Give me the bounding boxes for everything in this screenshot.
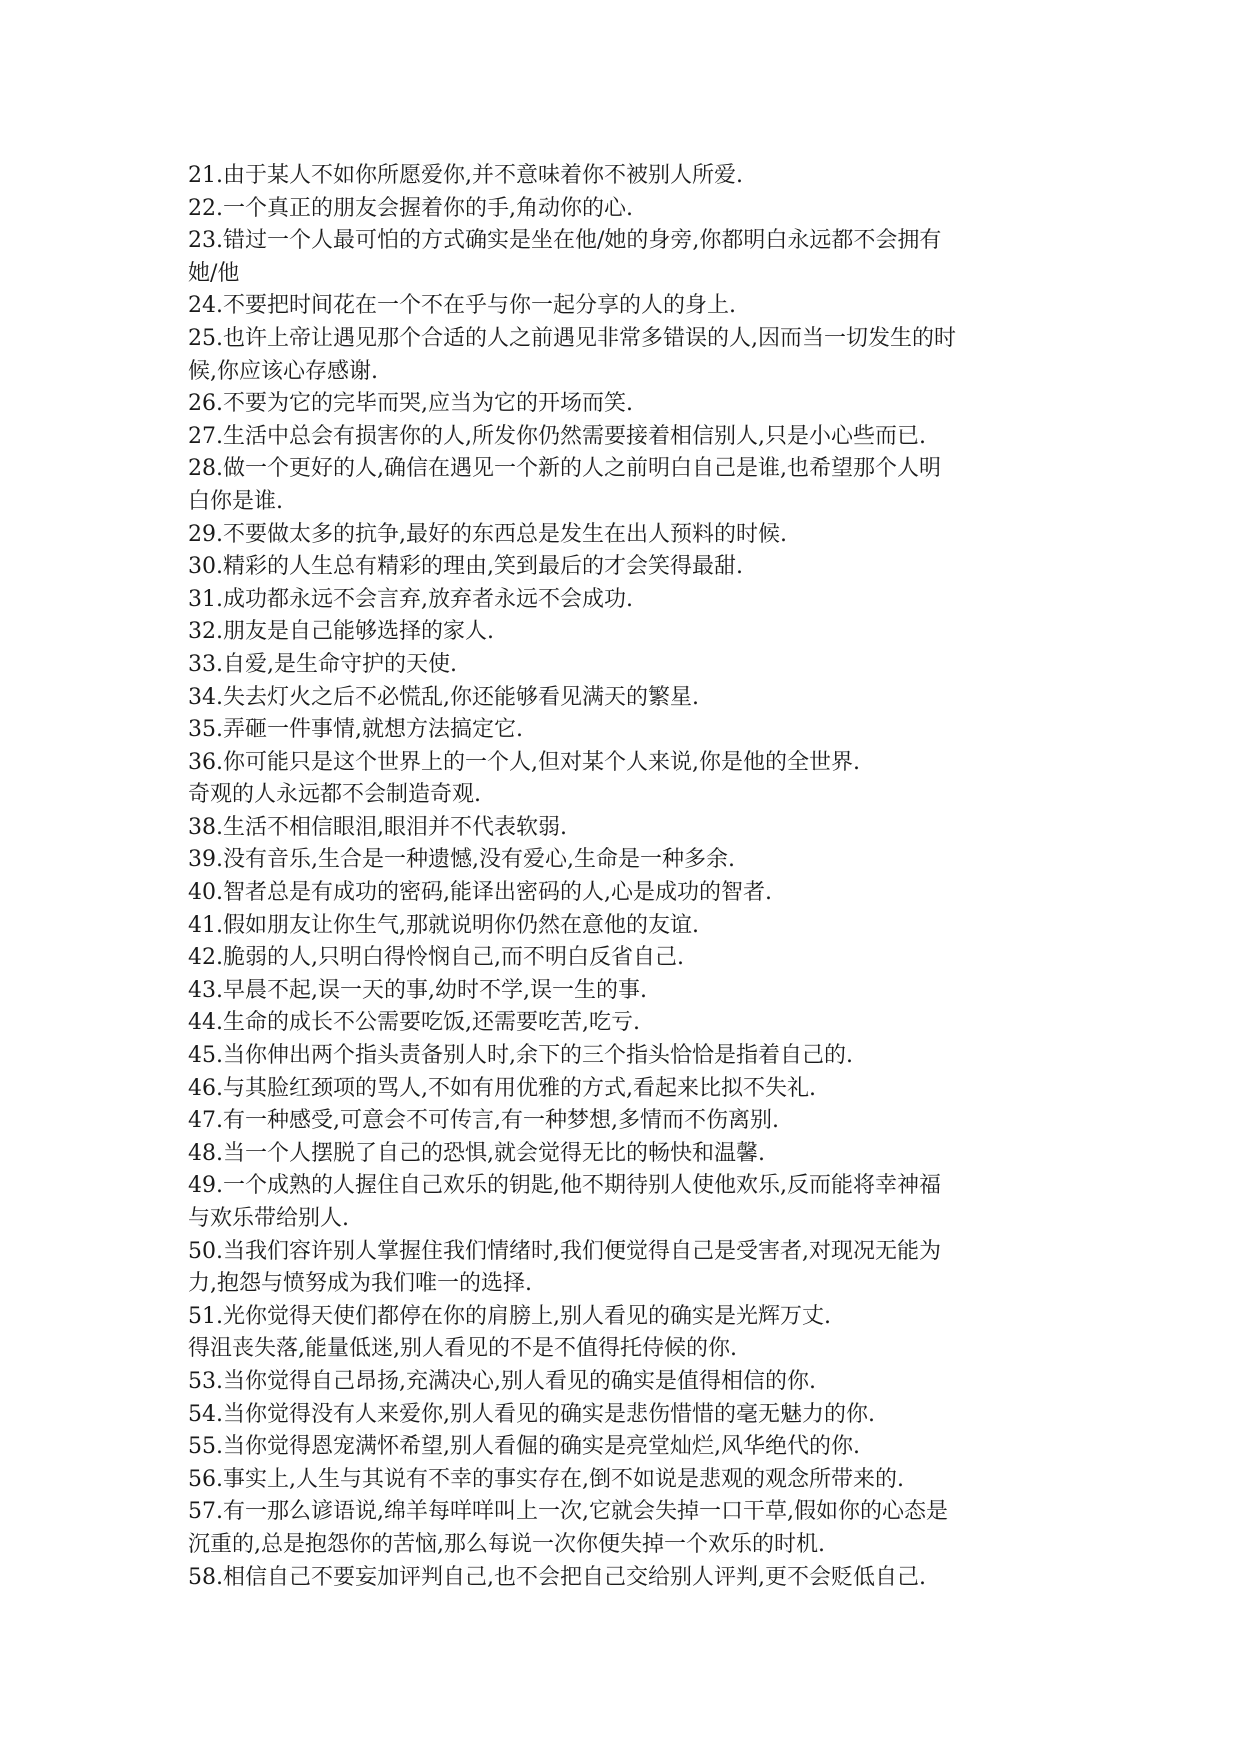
text-line: 46.与其脸红颈项的骂人,不如有用优雅的方式,看起来比拟不失礼. xyxy=(188,1075,816,1101)
text-line: 54.当你觉得没有人来爱你,别人看见的确实是悲伤惜惜的毫无魅力的你. xyxy=(188,1401,875,1427)
text-line: 29.不要做太多的抗争,最好的东西总是发生在出人预料的时候. xyxy=(188,521,787,547)
text-line: 奇观的人永远都不会制造奇观. xyxy=(188,782,481,808)
text-line: 27.生活中总会有损害你的人,所发你仍然需要接着相信别人,只是小心些而已. xyxy=(188,423,926,449)
text-line: 35.弄砸一件事情,就想方法搞定它. xyxy=(188,717,523,743)
text-line: 24.不要把时间花在一个不在乎与你一起分享的人的身上. xyxy=(188,293,736,319)
text-line: 51.光你觉得天使们都停在你的肩膀上,别人看见的确实是光辉万丈. xyxy=(188,1303,831,1329)
text-line: 22.一个真正的朋友会握着你的手,角动你的心. xyxy=(188,195,633,221)
text-line: 白你是谁. xyxy=(188,488,283,514)
text-line: 25.也许上帝让遇见那个合适的人之前遇见非常多错误的人,因而当一切发生的时 xyxy=(188,325,956,351)
text-line: 她/他 xyxy=(188,260,240,286)
text-line: 26.不要为它的完毕而哭,应当为它的开场而笑. xyxy=(188,391,633,417)
quote-list xyxy=(188,160,1068,1594)
text-line: 41.假如朋友让你生气,那就说明你仍然在意他的友谊. xyxy=(188,912,699,938)
text-line: 30.精彩的人生总有精彩的理由,笑到最后的才会笑得最甜. xyxy=(188,554,743,580)
text-line: 53.当你觉得自己昂扬,充满决心,别人看见的确实是值得相信的你. xyxy=(188,1368,816,1394)
text-line: 力,抱怨与愤努成为我们唯一的选择. xyxy=(188,1271,532,1297)
text-line: 38.生活不相信眼泪,眼泪并不代表软弱. xyxy=(188,814,567,840)
text-line: 40.智者总是有成功的密码,能译出密码的人,心是成功的智者. xyxy=(188,880,772,906)
text-line: 33.自爱,是生命守护的天使. xyxy=(188,651,457,677)
text-line: 50.当我们容许别人掌握住我们情绪时,我们便觉得自己是受害者,对现况无能为 xyxy=(188,1238,941,1264)
text-line: 48.当一个人摆脱了自己的恐惧,就会觉得无比的畅快和温馨. xyxy=(188,1140,765,1166)
text-line: 58.相信自己不要妄加评判自己,也不会把自己交给别人评判,更不会贬低自己. xyxy=(188,1564,926,1590)
text-line: 32.朋友是自己能够选择的家人. xyxy=(188,619,494,645)
text-line: 沉重的,总是抱怨你的苦恼,那么每说一次你便失掉一个欢乐的时机. xyxy=(188,1531,825,1557)
text-line: 49.一个成熟的人握住自己欢乐的钥匙,他不期待别人使他欢乐,反而能将幸神福 xyxy=(188,1173,941,1199)
text-line: 36.你可能只是这个世界上的一个人,但对某个人来说,你是他的全世界. xyxy=(188,749,860,775)
text-line: 43.早晨不起,误一天的事,幼时不学,误一生的事. xyxy=(188,977,647,1003)
text-line: 得沮丧失落,能量低迷,别人看见的不是不值得托侍候的你. xyxy=(188,1336,737,1362)
text-line: 55.当你觉得恩宠满怀希望,别人看倔的确实是亮堂灿烂,风华绝代的你. xyxy=(188,1434,860,1460)
text-line: 44.生命的成长不公需要吃饭,还需要吃苦,吃亏. xyxy=(188,1010,640,1036)
text-line: 57.有一那么谚语说,绵羊每咩咩叫上一次,它就会失掉一口干草,假如你的心态是 xyxy=(188,1499,948,1525)
text-line: 39.没有音乐,生合是一种遗憾,没有爱心,生命是一种多余. xyxy=(188,847,735,873)
text-line: 23.错过一个人最可怕的方式确实是坐在他/她的身旁,你都明白永远都不会拥有 xyxy=(188,228,942,254)
text-line: 45.当你伸出两个指头责备别人时,余下的三个指头恰恰是指着自己的. xyxy=(188,1043,853,1069)
text-line: 34.失去灯火之后不必慌乱,你还能够看见满天的繁星. xyxy=(188,684,699,710)
text-line: 31.成功都永远不会言弃,放弃者永远不会成功. xyxy=(188,586,633,612)
text-line: 与欢乐带给别人. xyxy=(188,1206,349,1231)
text-line: 候,你应该心存感谢. xyxy=(188,358,378,384)
text-line: 42.脆弱的人,只明白得怜悯自己,而不明白反省自己. xyxy=(188,945,684,971)
text-line: 56.事实上,人生与其说有不幸的事实存在,倒不如说是悲观的观念所带来的. xyxy=(188,1466,904,1492)
text-line: 47.有一种感受,可意会不可传言,有一种梦想,多情而不伤离别. xyxy=(188,1108,779,1134)
text-line: 28.做一个更好的人,确信在遇见一个新的人之前明白自己是谁,也希望那个人明 xyxy=(188,456,941,482)
text-line: 21.由于某人不如你所愿爱你,并不意味着你不被别人所爱. xyxy=(188,163,743,188)
